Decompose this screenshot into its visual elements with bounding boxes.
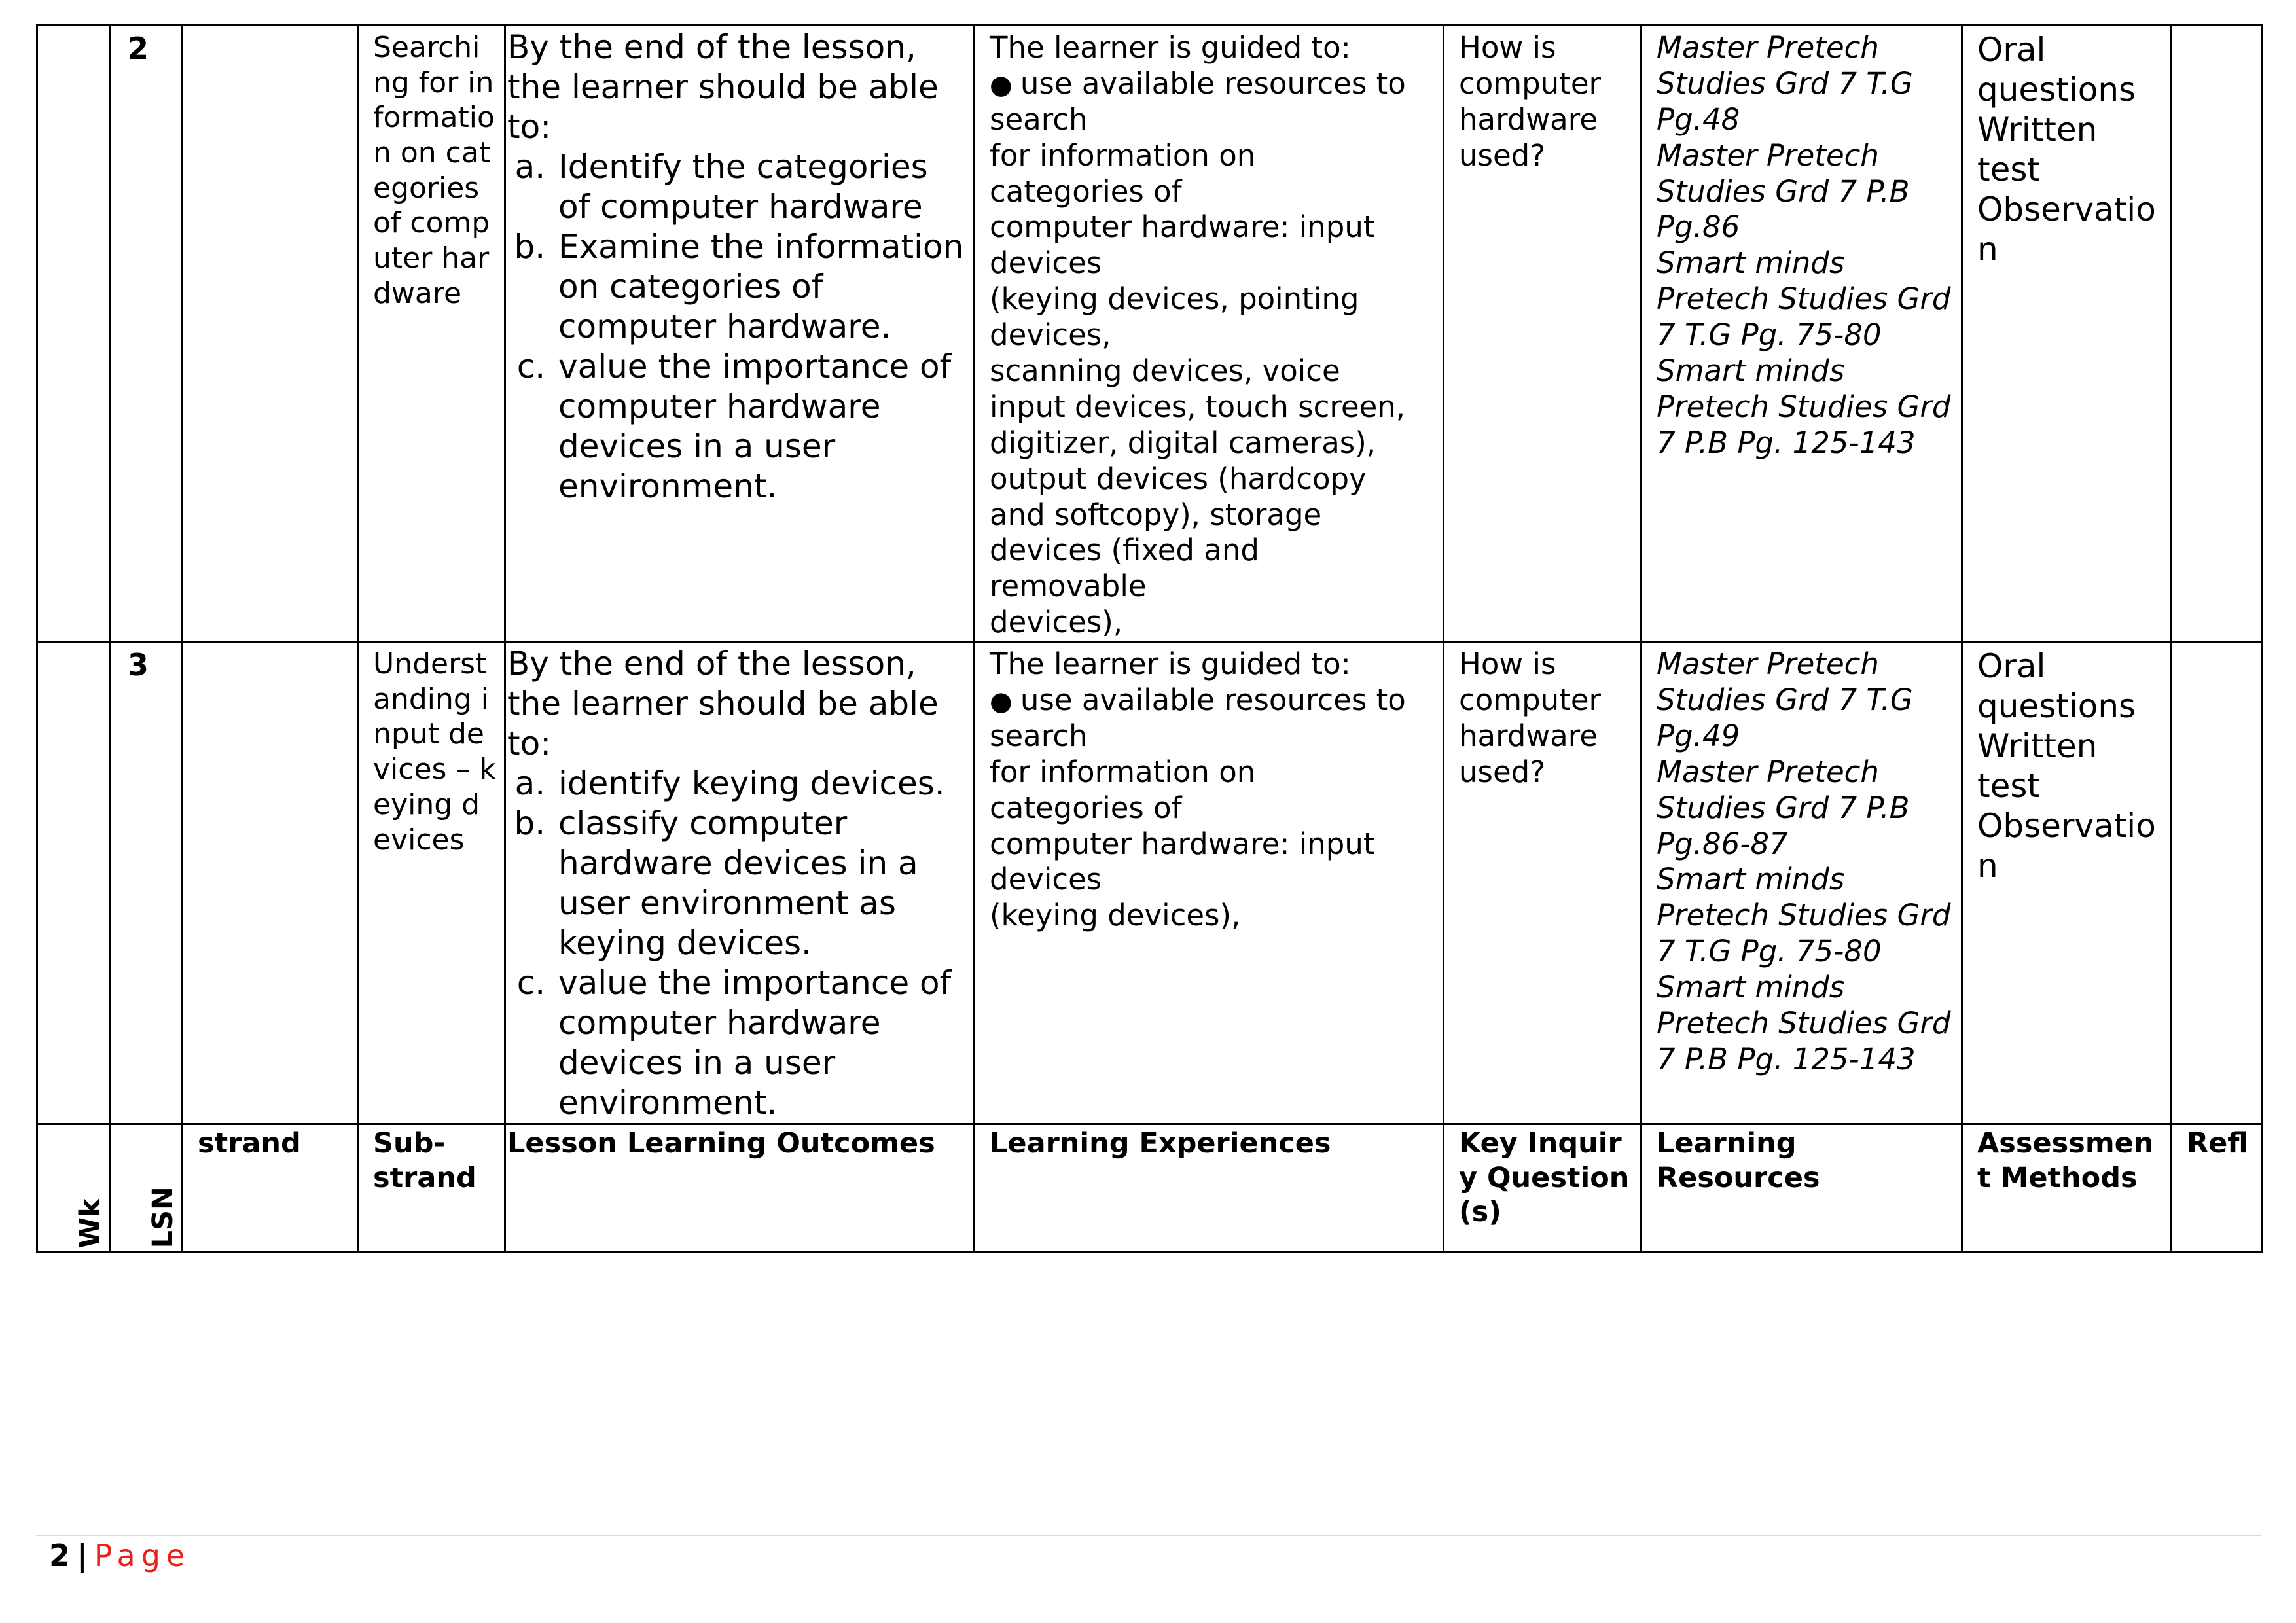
assessment-line: questions: [1977, 71, 2136, 109]
experiences-bullet-text: use available resources to: [1020, 65, 1406, 101]
header-resources: Learning Resources: [1641, 1124, 1962, 1252]
assessment-methods: [1962, 642, 2172, 1124]
resource-line: Master Pretech: [1657, 30, 1879, 65]
resource-line: Studies Grd 7 T.G: [1657, 65, 1913, 101]
header-wk-cell: [37, 1124, 110, 1252]
assessment-line: Oral: [1977, 647, 2046, 686]
learning-experiences: [975, 642, 1444, 1124]
resource-line: Pretech Studies Grd: [1657, 281, 1951, 317]
resource-line: Smart minds: [1657, 245, 1845, 281]
header-lsn-cell: [110, 1124, 183, 1252]
assessment-line: Written: [1977, 111, 2098, 149]
header-row: [37, 1124, 2263, 1252]
header-experiences: Learning Experiences: [975, 1124, 1444, 1252]
experiences-line: for information on: [990, 137, 1256, 173]
header-assessment: Assessment Methods: [1962, 1124, 2172, 1252]
bullet-icon: ●: [990, 69, 1013, 100]
resource-line: 7 P.B Pg. 125-143: [1657, 1041, 1916, 1077]
scheme-of-work-table: [36, 24, 2263, 1253]
resource-line: Pretech Studies Grd: [1657, 1006, 1951, 1041]
resource-line: 7 P.B Pg. 125-143: [1657, 425, 1916, 460]
experiences-line: computer hardware: input: [990, 826, 1375, 861]
learning-resources: [1641, 26, 1962, 642]
lesson-row: [37, 26, 2263, 642]
assessment-line: n: [1977, 230, 1998, 268]
key-inquiry-question: How is computer hardware used?: [1444, 26, 1641, 642]
experiences-line: devices: [990, 245, 1102, 281]
strand-cell: [183, 26, 358, 642]
assessment-line: Written: [1977, 727, 2098, 766]
resource-line: Smart minds: [1657, 353, 1845, 389]
outcomes-intro: By the end of the lesson, the learner should be able to:: [507, 645, 939, 763]
experiences-line: categories of: [990, 790, 1182, 825]
resource-line: Studies Grd 7 T.G: [1657, 683, 1913, 718]
resource-line: Studies Grd 7 P.B: [1657, 790, 1910, 825]
assessment-line: test: [1977, 151, 2041, 188]
experiences-intro: The learner is guided to:: [990, 647, 1351, 682]
experiences-line: search: [990, 718, 1088, 753]
experiences-line: (keying devices),: [990, 898, 1241, 933]
assessment-line: Observatio: [1977, 807, 2156, 846]
header-inquiry: Key Inquiry Question(s): [1444, 1124, 1641, 1252]
experiences-line: removable: [990, 569, 1147, 604]
lesson-number: 3: [110, 642, 183, 1124]
header-lsn: LSN: [147, 1186, 179, 1249]
resource-line: Pretech Studies Grd: [1657, 898, 1951, 933]
experiences-line: devices (fixed and: [990, 533, 1259, 568]
assessment-methods: [1962, 26, 2172, 642]
outcome-item: c. value the importance of computer hardware devices in a user environment.: [556, 963, 969, 1123]
resource-line: 7 T.G Pg. 75-80: [1657, 934, 1882, 969]
outcome-item: c. value the importance of computer hardware devices in a user environment.: [556, 347, 969, 507]
page-footer: [49, 1538, 190, 1573]
resource-line: Pg.48: [1657, 101, 1740, 137]
resource-line: Smart minds: [1657, 970, 1845, 1005]
resource-line: Pretech Studies Grd: [1657, 389, 1951, 424]
resource-line: Pg.49: [1657, 718, 1740, 753]
experiences-line: and softcopy), storage: [990, 497, 1322, 532]
resource-line: Pg.86: [1657, 209, 1740, 245]
learning-outcomes: [505, 26, 975, 642]
header-strand: strand: [183, 1124, 358, 1252]
lesson-row: [37, 642, 2263, 1124]
footer-separator: |: [77, 1538, 88, 1573]
reflection-cell: [2172, 642, 2263, 1124]
experiences-line: devices),: [990, 605, 1123, 640]
outcome-item: a. Identify the categories of computer hardware: [556, 147, 969, 227]
header-sub-strand: Sub-strand: [358, 1124, 505, 1252]
outcome-item: b. classify computer hardware devices in a user environment as keying devices.: [556, 804, 969, 963]
outcomes-list: [507, 764, 969, 1123]
outcome-item: b. Examine the information on categories of computer hardware.: [556, 227, 969, 347]
sub-strand: Understanding input devices – keying devices: [358, 642, 505, 1124]
page-label: Page: [94, 1538, 191, 1573]
key-inquiry-question: How is computer hardware used?: [1444, 642, 1641, 1124]
experiences-line: output devices (hardcopy: [990, 461, 1367, 496]
sub-strand: Searching for information on categories of computer hardware: [358, 26, 505, 642]
resource-line: Master Pretech: [1657, 754, 1879, 789]
learning-outcomes: [505, 642, 975, 1124]
experiences-line: search: [990, 101, 1088, 137]
assessment-line: Observatio: [1977, 190, 2156, 228]
page-number: 2: [49, 1538, 71, 1573]
experiences-line: scanning devices, voice: [990, 353, 1340, 389]
footer-divider: [36, 1535, 2261, 1536]
week-cell: [37, 26, 110, 642]
outcomes-intro: By the end of the lesson, the learner should be able to:: [507, 28, 939, 146]
resource-line: Studies Grd 7 P.B: [1657, 173, 1910, 209]
experiences-line: devices: [990, 862, 1102, 897]
learning-resources: [1641, 642, 1962, 1124]
header-reflection: Refl: [2172, 1124, 2263, 1252]
experiences-line: categories of: [990, 173, 1182, 209]
resource-line: 7 T.G Pg. 75-80: [1657, 317, 1882, 353]
week-cell: [37, 642, 110, 1124]
outcome-item: a. identify keying devices.: [556, 764, 969, 804]
resource-line: Pg.86-87: [1657, 826, 1788, 861]
experiences-line: digitizer, digital cameras),: [990, 425, 1376, 460]
assessment-line: n: [1977, 847, 1998, 885]
assessment-line: Oral: [1977, 31, 2046, 69]
outcomes-list: [507, 147, 969, 507]
experiences-line: for information on: [990, 754, 1256, 789]
strand-cell: [183, 642, 358, 1124]
assessment-line: questions: [1977, 687, 2136, 726]
experiences-bullet-line: [990, 683, 1436, 719]
reflection-cell: [2172, 26, 2263, 642]
resource-line: Master Pretech: [1657, 137, 1879, 173]
bullet-icon: ●: [990, 687, 1013, 717]
experiences-line: devices,: [990, 317, 1111, 353]
learning-experiences: [975, 26, 1444, 642]
experiences-intro: The learner is guided to:: [990, 30, 1351, 65]
experiences-bullet-text: use available resources to: [1020, 683, 1406, 718]
experiences-bullet-line: [990, 66, 1436, 102]
experiences-line: (keying devices, pointing: [990, 281, 1359, 317]
experiences-line: computer hardware: input: [990, 209, 1375, 245]
experiences-line: input devices, touch screen,: [990, 389, 1406, 424]
header-outcomes: Lesson Learning Outcomes: [505, 1124, 975, 1252]
assessment-line: test: [1977, 767, 2041, 806]
resource-line: Master Pretech: [1657, 647, 1879, 682]
resource-line: Smart minds: [1657, 862, 1845, 897]
lesson-number: 2: [110, 26, 183, 642]
header-wk: Wk: [74, 1198, 107, 1249]
